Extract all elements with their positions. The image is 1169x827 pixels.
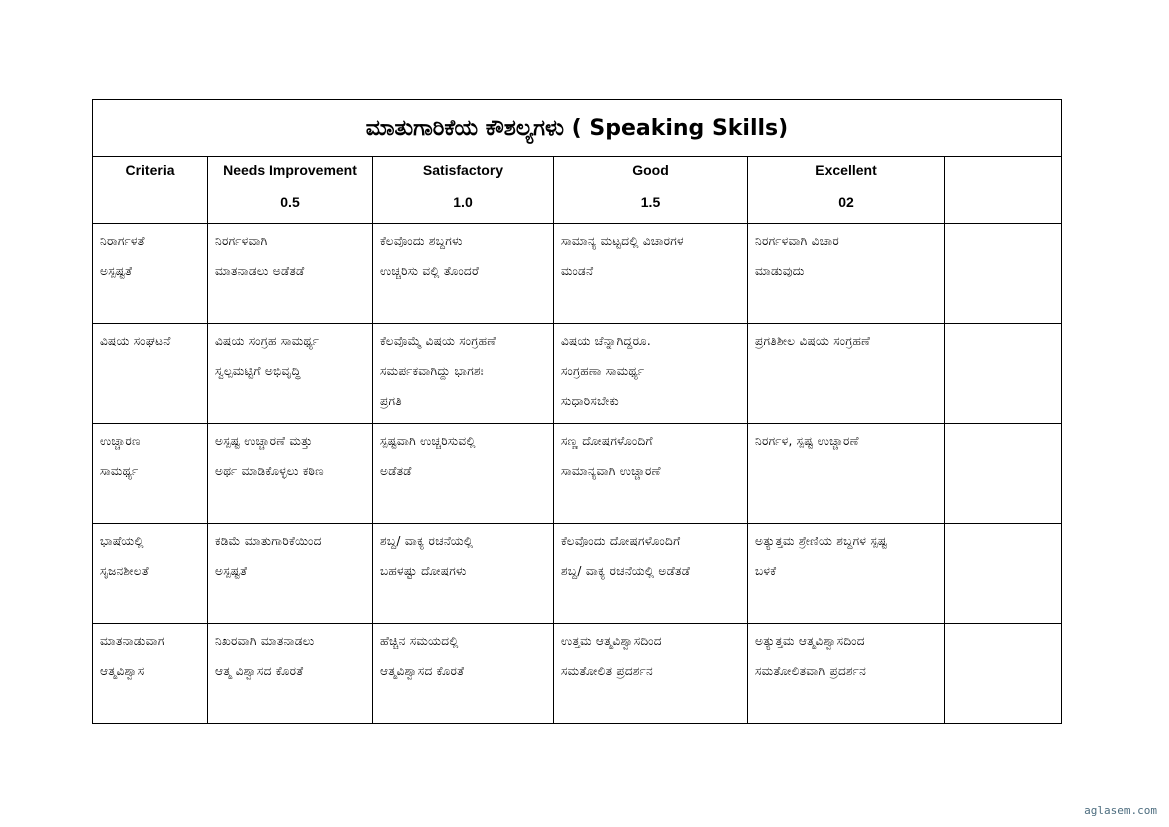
cell-excellent (748, 524, 945, 624)
cell-text (945, 524, 1061, 526)
cell-empty (945, 524, 1062, 624)
cell-text: ಮಾತನಾಡುವಾಗ ಆತ್ಮವಿಶ್ವಾಸ (100, 634, 165, 678)
cell-criteria (93, 624, 208, 724)
table-row (93, 224, 1062, 324)
cell-text: ನಿರಾರ್ಗಳತೆ ಅಸ್ಪಷ್ಟತೆ (100, 234, 145, 278)
cell-needs-improvement (208, 524, 373, 624)
cell-needs-improvement (208, 324, 373, 424)
cell-text: ನಿಖರವಾಗಿ ಮಾತನಾಡಲು ಆತ್ಮ ವಿಶ್ವಾಸದ ಕೊರತೆ (215, 634, 315, 678)
cell-satisfactory (373, 524, 554, 624)
cell-criteria (93, 224, 208, 324)
cell-text: ಸಣ್ಣ ದೋಷಗಳೊಂದಿಗೆ ಸಾಮಾನ್ಯವಾಗಿ ಉಚ್ಚಾರಣೆ (561, 434, 661, 478)
cell-good (554, 424, 748, 524)
cell-satisfactory (373, 224, 554, 324)
table-row (93, 524, 1062, 624)
header-needs-improvement (208, 157, 373, 224)
header-criteria (93, 157, 208, 224)
header-label: Excellent (815, 162, 877, 178)
cell-text: ಉತ್ತಮ ಆತ್ಮವಿಶ್ವಾಸದಿಂದ ಸಮತೋಲಿತ ಪ್ರದರ್ಶನ (561, 634, 662, 678)
cell-text (945, 624, 1061, 626)
cell-text: ಸ್ಪಷ್ಟವಾಗಿ ಉಚ್ಚರಿಸುವಲ್ಲಿ ಅಡೆತಡೆ (380, 434, 476, 478)
cell-text: ಪ್ರಗತಿಶೀಲ ವಿಷಯ ಸಂಗ್ರಹಣೆ (755, 334, 871, 348)
watermark-text: aglasem.com (1084, 804, 1157, 817)
cell-text: ಅತ್ಯುತ್ತಮ ಶ್ರೇಣಿಯ ಶಬ್ದಗಳ ಸ್ಪಷ್ಟ ಬಳಕೆ (755, 534, 888, 578)
header-label: Criteria (125, 162, 175, 178)
cell-criteria (93, 524, 208, 624)
cell-empty (945, 224, 1062, 324)
rubric-title: ಮಾತುಗಾರಿಕೆಯ ಕೌಶಲ್ಯಗಳು ( Speaking Skills) (365, 115, 789, 141)
header-score: 0.5 (280, 194, 300, 210)
cell-text (945, 424, 1061, 426)
cell-text (945, 224, 1061, 226)
cell-text: ಶಬ್ದ/ ವಾಕ್ಯ ರಚನೆಯಲ್ಲಿ ಬಹಳಷ್ಟು ದೋಷಗಳು (380, 534, 474, 578)
header-satisfactory (373, 157, 554, 224)
table-row (93, 324, 1062, 424)
header-score: 02 (838, 194, 854, 210)
cell-good (554, 624, 748, 724)
cell-empty (945, 624, 1062, 724)
cell-text: ನಿರರ್ಗಳ, ಸ್ಪಷ್ಟ ಉಚ್ಚಾರಣೆ (755, 434, 859, 448)
cell-satisfactory (373, 424, 554, 524)
header-label: Needs Improvement (223, 162, 357, 178)
header-label: Good (632, 162, 669, 178)
cell-satisfactory (373, 624, 554, 724)
cell-needs-improvement (208, 424, 373, 524)
header-label: Satisfactory (422, 162, 504, 178)
cell-text: ವಿಷಯ ಸಂಘಟನೆ (100, 334, 171, 348)
cell-criteria (93, 324, 208, 424)
cell-text: ಭಾಷೆಯಲ್ಲಿ ಸೃಜನಶೀಲತೆ (100, 534, 149, 578)
speaking-skills-rubric-table (92, 99, 1062, 724)
cell-good (554, 524, 748, 624)
cell-text: ಅತ್ಯುತ್ತಮ ಆತ್ಮವಿಶ್ವಾಸದಿಂದ ಸಮತೋಲಿತವಾಗಿ ಪ್ರದರ್ಶನ (755, 634, 867, 678)
cell-text: ಸಾಮಾನ್ಯ ಮಟ್ಟದಲ್ಲಿ ವಿಚಾರಗಳ ಮಂಡನೆ (561, 234, 684, 278)
title-row (93, 100, 1062, 157)
cell-text: ಅಸ್ಪಷ್ಟ ಉಚ್ಚಾರಣೆ ಮತ್ತು ಅರ್ಥ ಮಾಡಿಕೊಳ್ಳಲು ಕಠಿಣ (215, 434, 324, 478)
cell-text: ಉಚ್ಚಾರಣ ಸಾಮರ್ಥ್ಯ (100, 434, 141, 478)
cell-good (554, 224, 748, 324)
cell-text: ನಿರರ್ಗಳವಾಗಿ ಮಾತನಾಡಲು ಅಡೆತಡೆ (215, 234, 305, 278)
header-row (93, 157, 1062, 224)
cell-text: ನಿರರ್ಗಳವಾಗಿ ವಿಚಾರ ಮಾಡುವುದು (755, 234, 840, 278)
cell-text (945, 324, 1061, 326)
cell-empty (945, 324, 1062, 424)
cell-text: ವಿಷಯ ಸಂಗ್ರಹ ಸಾಮರ್ಥ್ಯ ಸ್ವಲ್ಪಮಟ್ಟಿಗೆ ಅಭಿವೃದ್ಧಿ (215, 334, 320, 378)
cell-text: ಕಡಿಮೆ ಮಾತುಗಾರಿಕೆಯಿಂದ ಅಸ್ಪಷ್ಟತೆ (215, 534, 322, 578)
cell-text: ಕೆಲವೊಂದು ಶಬ್ದಗಳು ಉಚ್ಚರಿಸು ವಲ್ಲಿ ತೊಂದರೆ (380, 234, 480, 278)
header-excellent (748, 157, 945, 224)
cell-text: ಕೆಲವೊಮ್ಮೆ ವಿಷಯ ಸಂಗ್ರಹಣೆ ಸಮರ್ಪಕವಾಗಿದ್ದು ಭಾಗಶಃ ಪ್ರಗತಿ (380, 334, 497, 408)
cell-excellent (748, 424, 945, 524)
cell-needs-improvement (208, 624, 373, 724)
cell-good (554, 324, 748, 424)
cell-text: ಹೆಚ್ಚಿನ ಸಮಯದಲ್ಲಿ ಆತ್ಮವಿಶ್ವಾಸದ ಕೊರತೆ (380, 634, 465, 678)
header-empty (945, 157, 1062, 224)
cell-excellent (748, 324, 945, 424)
cell-excellent (748, 624, 945, 724)
cell-criteria (93, 424, 208, 524)
cell-text: ವಿಷಯ ಚೆನ್ನಾಗಿದ್ದರೂ. ಸಂಗ್ರಹಣಾ ಸಾಮರ್ಥ್ಯ ಸುಧಾರಿಸಬೇಕು (561, 334, 651, 408)
header-score: 1.5 (640, 194, 661, 210)
header-score: 1.0 (453, 194, 473, 210)
table-row (93, 424, 1062, 524)
cell-needs-improvement (208, 224, 373, 324)
cell-text: ಕೆಲವೊಂದು ದೋಷಗಳೊಂದಿಗೆ ಶಬ್ದ/ ವಾಕ್ಯ ರಚನೆಯಲ್ಲಿ ಅಡೆತಡೆ (561, 534, 691, 578)
cell-empty (945, 424, 1062, 524)
cell-satisfactory (373, 324, 554, 424)
cell-excellent (748, 224, 945, 324)
table-row (93, 624, 1062, 724)
rubric-title-cell (93, 100, 1062, 157)
header-good (554, 157, 748, 224)
